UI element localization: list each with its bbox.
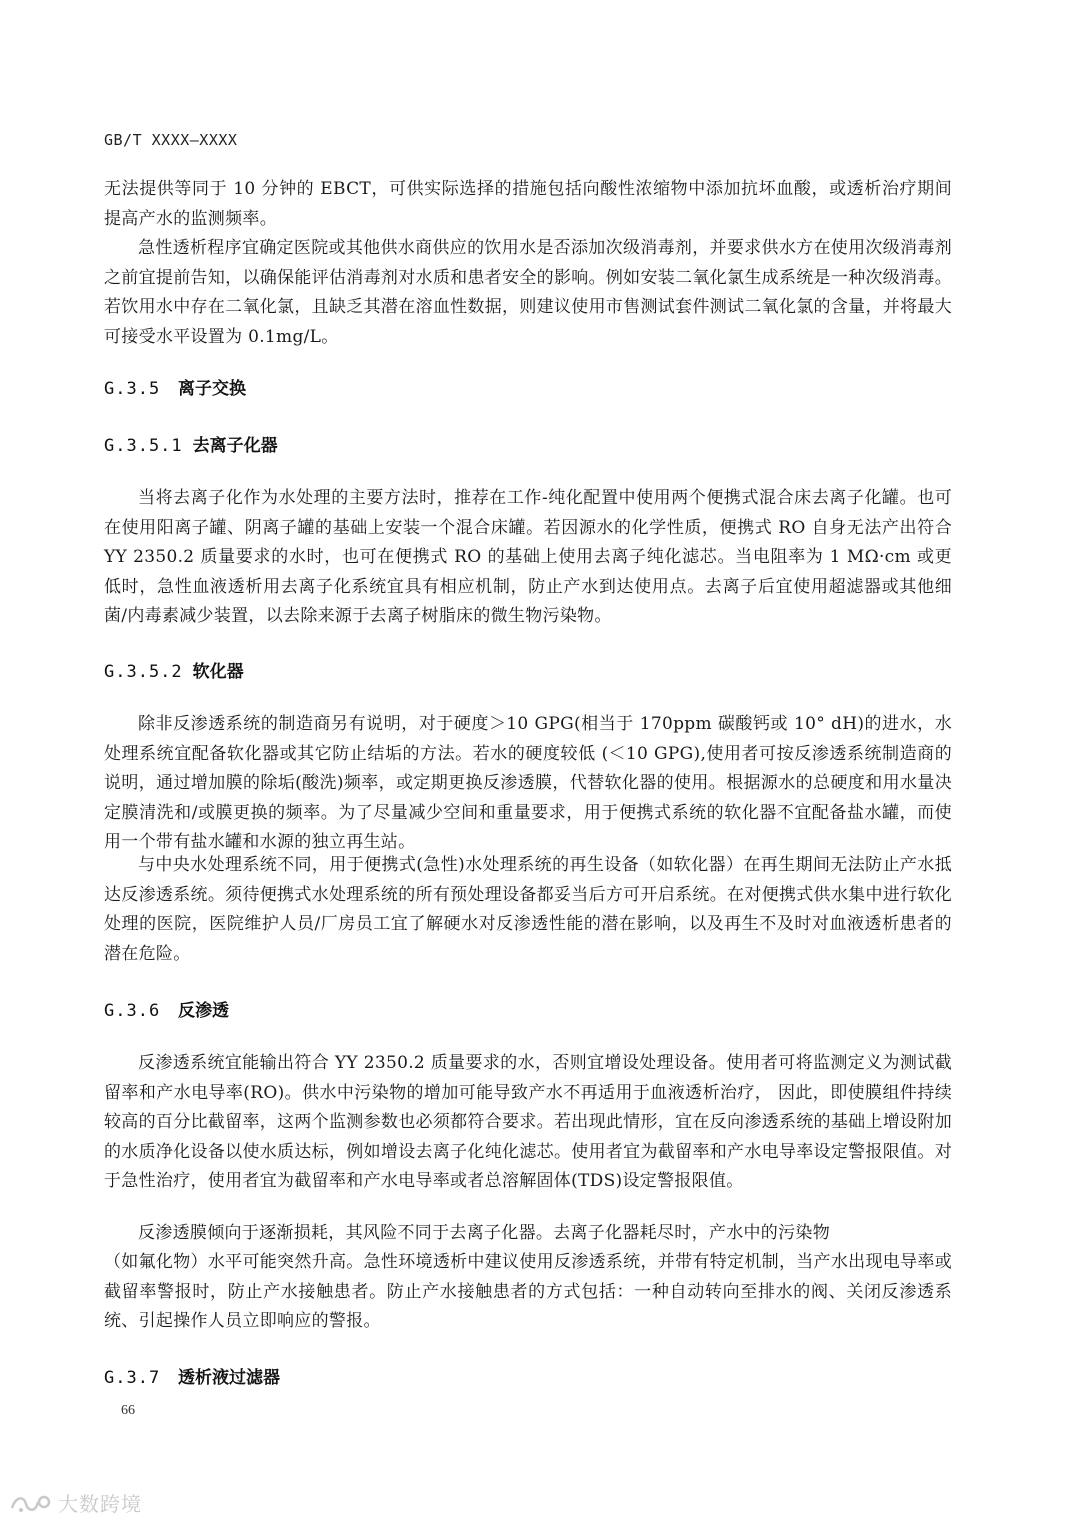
document-id: GB/T XXXX—XXXX bbox=[104, 131, 238, 149]
paragraph-softener-1: 除非反渗透系统的制造商另有说明，对于硬度＞10 GPG(相当于 170ppm 碳酸钙或 10° dH)的进水，水处理系统宜配备软化器或其它防止结垢的方法。若水的硬度较低 (＜10 GPG),使用者可按反渗透系统制造商的说明，通过增加膜的除垢(酸洗)频率，或定期更换反渗透膜，代替软化器的使用。根据源水的总硬度和用水量决定膜清洗和/或膜更换的频率。为了尽量减少空间和重量要求，用于便携式系统的软化器不宜配备盐水罐，而使用一个带有盐水罐和水源的独立再生站。 bbox=[104, 714, 952, 852]
section-number: G.3.7 bbox=[104, 1368, 161, 1388]
paragraph-softener-2: 与中央水处理系统不同，用于便携式(急性)水处理系统的再生设备（如软化器）在再生期间无法防止产水抵达反渗透系统。须待便携式水处理系统的所有预处理设备都妥当后方可开启系统。在对便携式供水集中进行软化处理的医院，医院维护人员/厂房员工宜了解硬水对反渗透性能的潜在影响，以及再生不及时对血液透析患者的潜在危险。 bbox=[104, 855, 952, 964]
section-number: G.3.5 bbox=[104, 379, 161, 399]
watermark-logo-icon bbox=[8, 1490, 54, 1516]
section-heading-g337 bbox=[104, 1363, 280, 1388]
section-number: G.3.6 bbox=[104, 1001, 161, 1021]
section-heading-g3351 bbox=[104, 431, 278, 456]
section-title: 透析液过滤器 bbox=[178, 1368, 280, 1388]
section-heading-g3352 bbox=[104, 657, 244, 682]
paragraph-deionizer: 当将去离子化作为水处理的主要方法时，推荐在工作-纯化配置中使用两个便携式混合床去离子化罐。也可在使用阳离子罐、阴离子罐的基础上安装一个混合床罐。若因源水的化学性质，便携式 RO 自身无法产出符合 YY 2350.2 质量要求的水时，也可在便携式 RO 的基础上使用去离子纯化滤芯。当电阻率为 1 MΩ·cm 或更低时，急性血液透析用去离子化系统宜具有相应机制，防止产水到达使用点。去离子后宜使用超滤器或其他细菌/内毒素减少装置，以去除来源于去离子树脂床的微生物污染物。 bbox=[104, 488, 952, 626]
section-title: 软化器 bbox=[192, 662, 244, 682]
section-title: 反渗透 bbox=[178, 1001, 229, 1021]
paragraph-reverse-osmosis-2a: 反渗透膜倾向于逐渐损耗，其风险不同于去离子化器。去离子化器耗尽时，产水中的污染物 bbox=[138, 1223, 830, 1243]
paragraph-secondary-disinfectant: 急性透析程序宜确定医院或其他供水商供应的饮用水是否添加次级消毒剂，并要求供水方在使用次级消毒剂之前宜提前告知，以确保能评估消毒剂对水质和患者安全的影响。例如安装二氧化氯生成系统是一种次级消毒。若饮用水中存在二氧化氯，且缺乏其潜在溶血性数据，则建议使用市售测试套件测试二氧化氯的含量，并将最大可接受水平设置为 0.1mg/L。 bbox=[104, 238, 952, 347]
watermark-text: 大数跨境 bbox=[58, 1492, 142, 1516]
paragraph-reverse-osmosis-1: 反渗透系统宜能输出符合 YY 2350.2 质量要求的水，否则宜增设处理设备。使用者可将监测定义为测试截留率和产水电导率(RO)。供水中污染物的增加可能导致产水不再适用于血液透析治疗， 因此，即使膜组件持续较高的百分比截留率，这两个监测参数也必须都符合要求。若出现此情形，宜在反向渗透系统的基础上增设附加的水质净化设备以使水质达标，例如增设去离子化纯化滤芯。使用者宜为截留率和产水电导率设定警报限值。对于急性治疗，使用者宜为截留率和产水电导率或者总溶解固体(TDS)设定警报限值。 bbox=[104, 1053, 952, 1191]
paragraph-ebct: 无法提供等同于 10 分钟的 EBCT，可供实际选择的措施包括向酸性浓缩物中添加抗坏血酸，或透析治疗期间提高产水的监测频率。 bbox=[104, 179, 952, 229]
section-heading-g336 bbox=[104, 996, 229, 1021]
section-number: G.3.5.1 bbox=[104, 436, 183, 456]
paragraph-reverse-osmosis-2b: （如氟化物）水平可能突然升高。急性环境透析中建议使用反渗透系统，并带有特定机制，当产水出现电导率或截留率警报时，防止产水接触患者。防止产水接触患者的方式包括：一种自动转向至排水的阀、关闭反渗透系统、引起操作人员立即响应的警报。 bbox=[104, 1252, 952, 1331]
section-title: 去离子化器 bbox=[192, 436, 278, 456]
watermark bbox=[8, 1488, 142, 1517]
section-heading-g335 bbox=[104, 374, 246, 399]
page-number: 66 bbox=[121, 1403, 135, 1418]
section-number: G.3.5.2 bbox=[104, 662, 183, 682]
section-title: 离子交换 bbox=[178, 379, 246, 399]
